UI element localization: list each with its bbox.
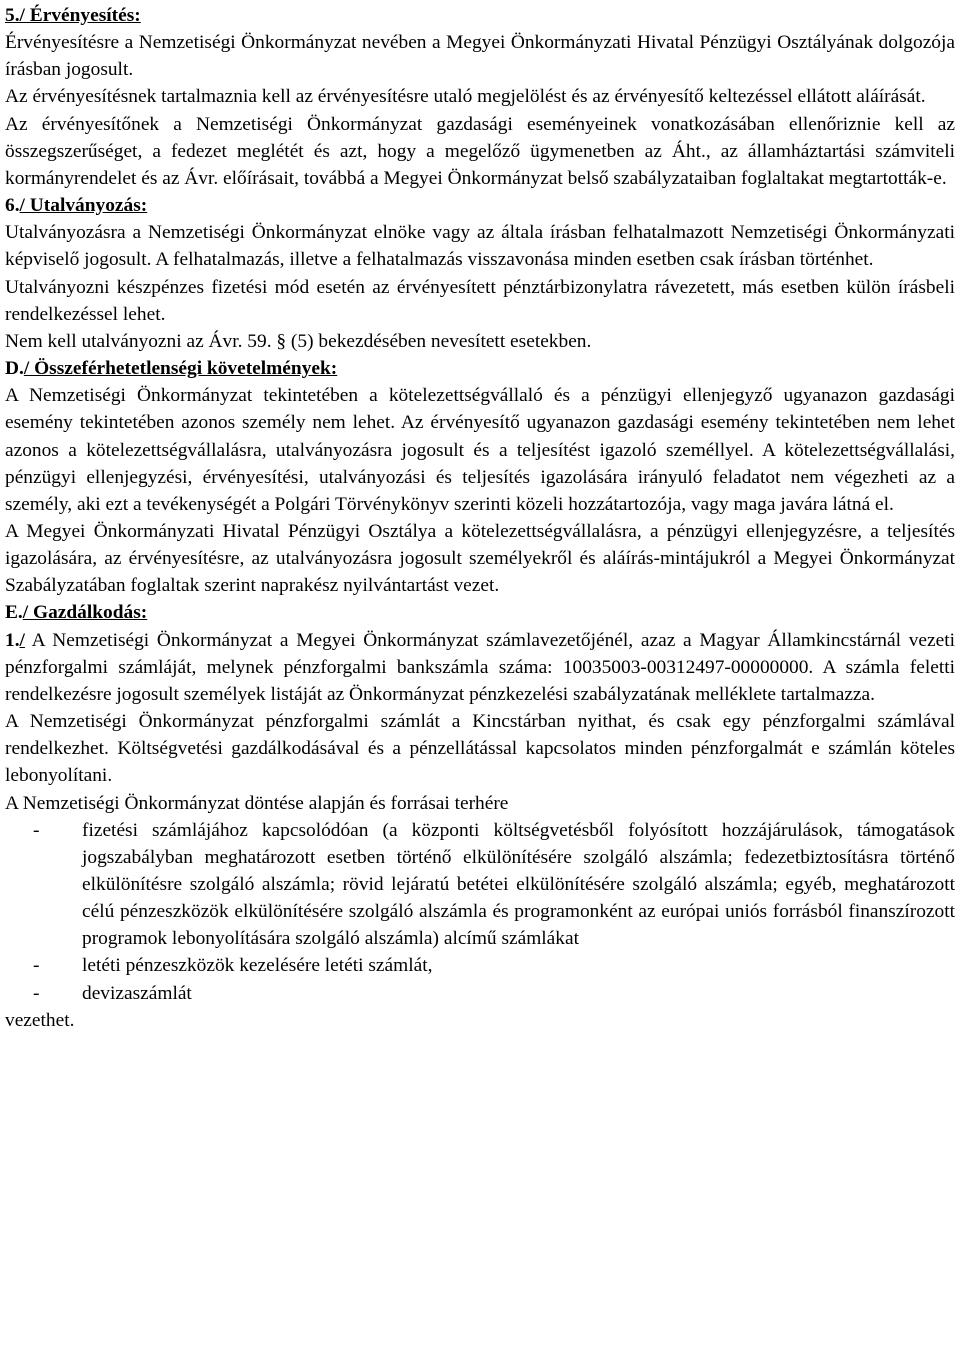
list-item [5,980,955,1007]
section-6-paragraph-1: Utalványozásra a Nemzetiségi Önkormányzat elnöke vagy az általa írásban felhatalmazott Nemzetiségi Önkormányzati képviselő jogosult. A felhatalmazás, illetve a felhatalmazás visszavonása minden esetben csak írásban történhet. [5,222,955,271]
section-6-heading-text: / Utalványozás: [19,195,148,217]
section-d-heading [5,355,955,382]
section-e-closing: vezethet. [5,1009,75,1031]
section-e-heading-text: / Gazdálkodás: [22,602,148,624]
section-e-list-intro: A Nemzetiségi Önkormányzat döntése alapján és forrásai terhére [5,792,509,814]
section-e-heading [5,599,955,626]
list-item [5,817,955,953]
list-dash: - [33,819,40,841]
section-5-paragraph-3: Az érvényesítőnek a Nemzetiségi Önkormányzat gazdasági eseményeinek vonatkozásában ellenőriznie kell az összegszerűséget, a fedezet meglétét és azt, hogy a megelőző ügymenetben az Áht., az államháztartási számviteli kormányrendelet és az Ávr. előírásait, továbbá a Megyei Önkormányzat belső szabályzataiban foglaltakat megtartották-e. [5,113,955,189]
list-item-text: letéti pénzeszközök kezelésére letéti számlát, [82,955,433,977]
list-item-text: fizetési számlájához kapcsolódóan (a központi költségvetésből folyósított hozzájárulások, támogatások jogszabályban meghatározott esetben történő elkülönítésére szolgáló alszámla; fedezetbiztosításra történő elkülönítésre szolgáló alszámla; rövid lejáratú betétei elkülönítésére szolgáló alszámla; egyéb, meghatározott célú pénzeszközök elkülönítésére szolgáló alszámla és programonként az európai uniós forrásból finanszírozott programok lebonyolítására szolgáló alszámla) alcímű számlákat [82,819,955,950]
section-d-paragraph-1: A Nemzetiségi Önkormányzat tekintetében a kötelezettségvállaló és a pénzügyi ellenjegyző ugyanazon gazdasági esemény tekintetében azonos személy nem lehet. Az érvényesítő ugyanazon gazdasági esemény tekintetében nem lehet azonos a kötelezettségvállalásra, utalványozásra jogosult és a teljesítést igazoló személlyel. A kötelezettségvállalási, pénzügyi ellenjegyzési, érvényesítési, utalványozási és teljesítés igazolására irányuló feladatot nem végezheti az a személy, aki ezt a tevékenységét a Polgári Törvénykönyv szerinti közeli hozzátartozója, vagy maga javára látná el. [5,385,955,515]
section-e-item-1 [5,627,955,708]
section-6-paragraph-3: Nem kell utalványozni az Ávr. 59. § (5) bekezdésében nevesített esetekben. [5,330,592,352]
list-item-text: devizaszámlát [82,982,192,1004]
section-5-heading-text: 5./ Érvényesítés: [5,5,141,26]
section-e-item-1-text: A Nemzetiségi Önkormányzat a Megyei Önkormányzat számlavezetőjénél, azaz a Magyar Államkincstárnál vezeti pénzforgalmi számláját, melynek pénzforgalmi bankszámla száma: 10035003-00312497-00000000. A számla feletti rendelkezésre jogosult személyek listáját az Önkormányzat pénzkezelési szabályzatának melléklete tartalmazza. [5,629,955,705]
list-dash: - [33,955,40,977]
section-6-heading [5,192,955,219]
section-6-paragraph-2: Utalványozni készpénzes fizetési mód esetén az érvényesített pénztárbizonylatra rávezetett, más esetben külön írásbeli rendelkezéssel lehet. [5,276,955,325]
section-5-heading [5,2,955,29]
list-dash: - [33,982,40,1004]
section-6-heading-number: 6. [5,195,20,217]
section-e-item-1-slash: / [19,629,25,651]
section-d-paragraph-2: A Megyei Önkormányzati Hivatal Pénzügyi Osztálya a kötelezettségvállalásra, a pénzügyi ellenjegyzésre, a teljesítés igazolására, az érvényesítésre, az utalványozásra jogosult személyekről és aláírás-mintájukról a Megyei Önkormányzat Szabályzatában foglaltak szerint naprakész nyilvántartást vezet. [5,520,955,597]
section-e-heading-letter: E. [5,602,23,624]
section-d-heading-letter: D. [5,358,24,380]
section-d-heading-text: / Összeférhetetlenségi követelmények: [23,358,338,380]
section-e-item-1-number: 1. [5,629,20,651]
section-5-paragraph-1: Érvényesítésre a Nemzetiségi Önkormányzat nevében a Megyei Önkormányzati Hivatal Pénzügyi Osztályának dolgozója írásban jogosult. [5,32,955,81]
list-item [5,952,955,979]
section-e-paragraph-2: A Nemzetiségi Önkormányzat pénzforgalmi számlát a Kincstárban nyithat, és csak egy pénzforgalmi számlával rendelkezhet. Költségvetési gazdálkodásával és a pénzellátással kapcsolatos minden pénzforgalmát e számlán köteles lebonyolítani. [5,711,955,787]
section-5-paragraph-2: Az érvényesítésnek tartalmaznia kell az érvényesítésre utaló megjelölést és az érvényesítő keltezéssel ellátott aláírását. [5,86,926,108]
